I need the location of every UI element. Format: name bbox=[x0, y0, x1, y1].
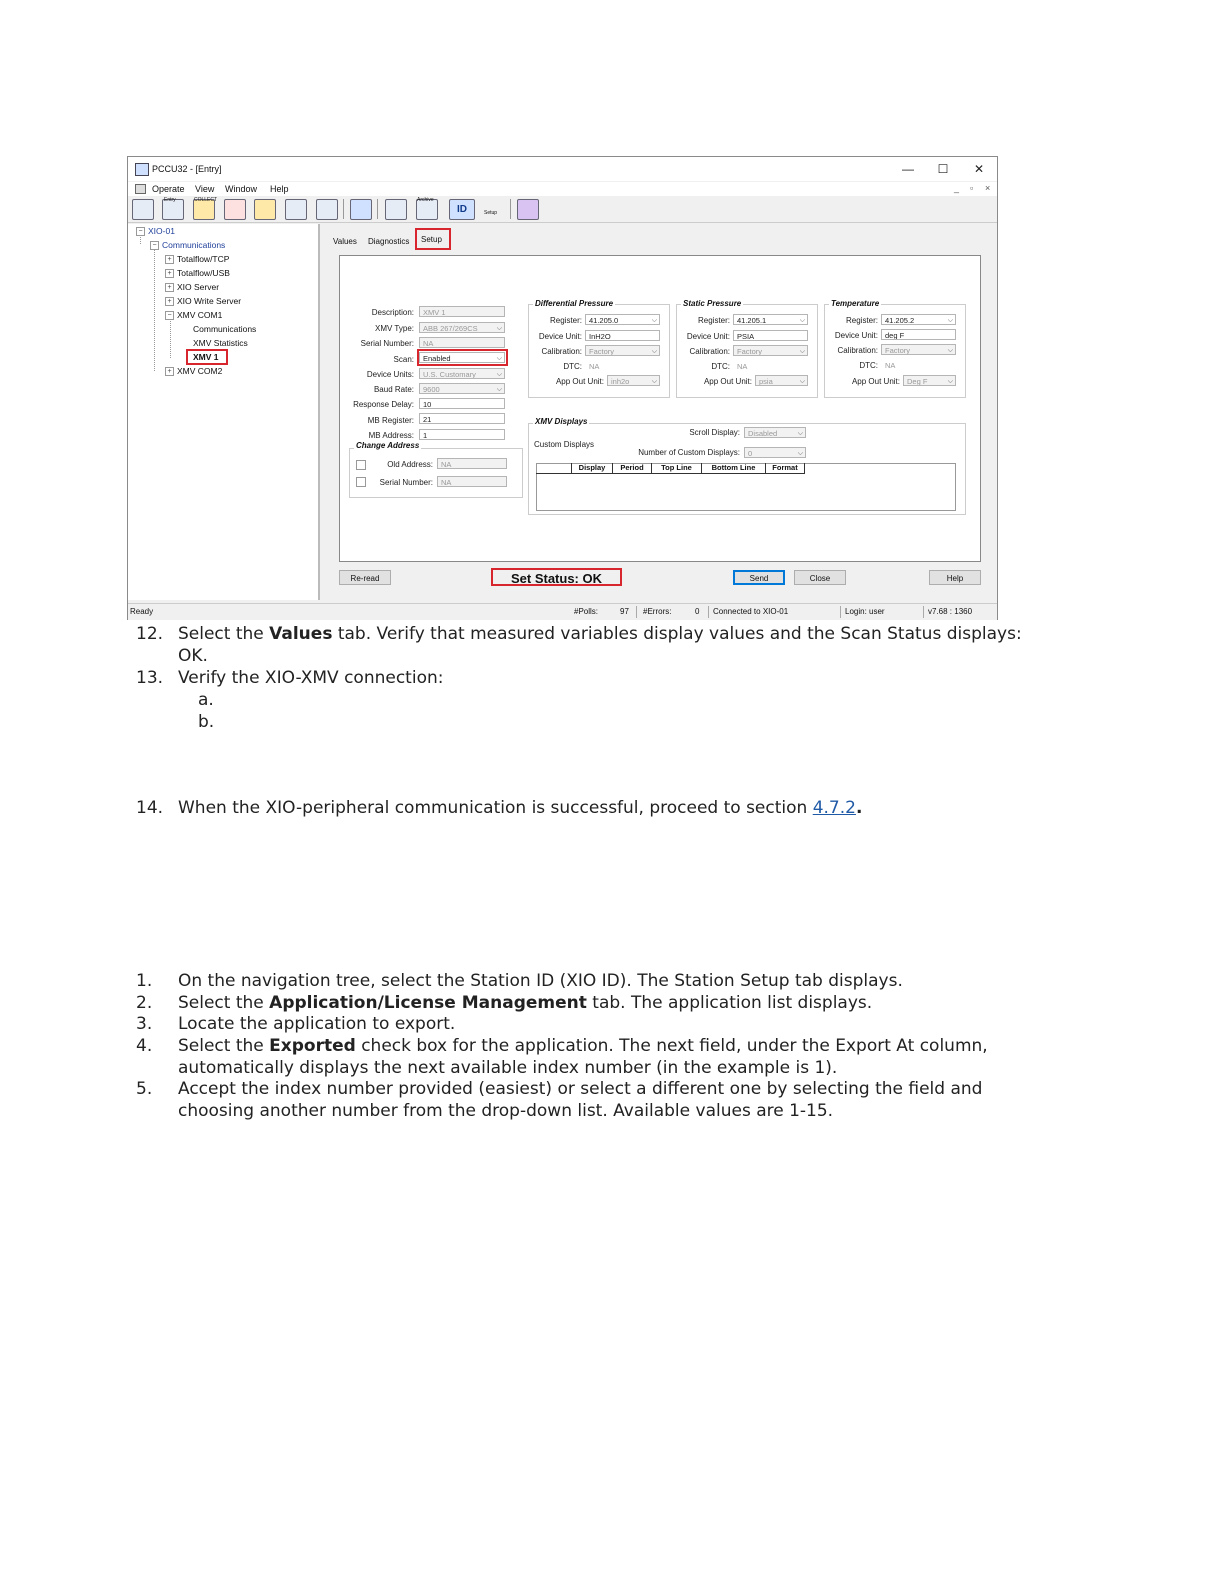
step-text: On the navigation tree, select the Station ID (XIO ID). The Station Setup tab displays. bbox=[178, 971, 903, 991]
number-custom-value: 0 bbox=[748, 449, 753, 458]
dp-calibration-label: Calibration: bbox=[541, 347, 582, 356]
serial-number-checkbox[interactable] bbox=[356, 477, 366, 487]
serial-number-field[interactable]: NA bbox=[419, 337, 505, 348]
sp-app-out-select[interactable] bbox=[755, 375, 808, 386]
mb-register-field[interactable]: 21 bbox=[419, 413, 505, 424]
window-title: PCCU32 - [Entry] bbox=[152, 164, 222, 174]
help-book-icon[interactable] bbox=[517, 199, 539, 220]
chevron-down-icon: ⌵ bbox=[947, 317, 953, 324]
pccu32-window bbox=[127, 156, 998, 620]
sp-register-select[interactable] bbox=[733, 314, 808, 325]
connection-status: Connected to XIO-01 bbox=[713, 607, 789, 616]
tree-line bbox=[170, 318, 171, 358]
serial-number-label: Serial Number: bbox=[360, 339, 414, 348]
setup-icon-label: Setup bbox=[484, 210, 498, 216]
scroll-display-select[interactable] bbox=[744, 427, 806, 438]
step-number: 2. bbox=[136, 993, 153, 1013]
sp-register-label: Register: bbox=[697, 316, 730, 325]
temp-calibration-select[interactable] bbox=[881, 344, 956, 355]
temp-app-out-select[interactable] bbox=[903, 375, 956, 386]
menu-bar bbox=[128, 182, 997, 196]
restart-icon[interactable] bbox=[254, 199, 276, 220]
grid-header-row bbox=[536, 463, 805, 474]
dp-register-value: 41.205.0 bbox=[589, 316, 619, 325]
description-field[interactable]: XMV 1 bbox=[419, 306, 505, 317]
grid-header-top-line[interactable]: Top Line bbox=[652, 463, 702, 473]
status-ready: Ready bbox=[130, 607, 154, 616]
tree-line bbox=[154, 248, 155, 371]
dp-device-unit-label: Device Unit: bbox=[538, 332, 582, 341]
chevron-down-icon: ⌵ bbox=[947, 347, 953, 354]
change-serial-field[interactable]: NA bbox=[437, 476, 507, 487]
collect-icon[interactable] bbox=[193, 197, 218, 220]
mdi-doc-icon bbox=[135, 184, 146, 194]
dp-app-out-value: inh2o bbox=[611, 377, 630, 386]
status-separator bbox=[840, 606, 841, 618]
mdi-close-button[interactable]: × bbox=[985, 183, 991, 193]
mb-register-label: MB Register: bbox=[367, 416, 414, 425]
errors-count: 0 bbox=[695, 607, 700, 616]
dp-register-select[interactable] bbox=[585, 314, 660, 325]
dp-app-out-select[interactable] bbox=[607, 375, 660, 386]
temp-register-select[interactable] bbox=[881, 314, 956, 325]
highlight-box bbox=[186, 349, 228, 365]
grid-header-period[interactable]: Period bbox=[613, 463, 652, 473]
response-delay-field[interactable]: 10 bbox=[419, 398, 505, 409]
grid-header-display[interactable]: Display bbox=[572, 463, 613, 473]
temp-device-unit-field[interactable]: deg F bbox=[881, 329, 956, 340]
section-link[interactable]: 4.7.2 bbox=[812, 798, 856, 818]
step-text: Select the Application/License Management tab. The application list displays. bbox=[178, 993, 873, 1013]
set-status-text: Set Status: OK bbox=[491, 568, 622, 586]
temp-dtc-field: NA bbox=[881, 359, 956, 370]
menu-view[interactable]: View bbox=[195, 184, 215, 194]
mb-address-field[interactable]: 1 bbox=[419, 429, 505, 440]
step-text: Accept the index number provided (easiest) or select a different one by selecting the field and bbox=[178, 1079, 983, 1099]
highlight-box bbox=[417, 349, 508, 366]
id-icon[interactable]: ID bbox=[449, 199, 475, 220]
title-bar bbox=[128, 157, 997, 181]
chevron-down-icon: ⌵ bbox=[797, 430, 803, 437]
baud-rate-value: 9600 bbox=[423, 385, 440, 394]
toolbar bbox=[128, 196, 997, 223]
status-bar bbox=[128, 603, 997, 620]
chevron-down-icon: ⌵ bbox=[799, 348, 805, 355]
mdi-minimize-button[interactable]: _ bbox=[954, 183, 960, 193]
dp-dtc-field: NA bbox=[585, 360, 660, 371]
substep-b: b. bbox=[198, 712, 215, 732]
tree-node-root[interactable]: − XIO-01 bbox=[136, 226, 175, 236]
sp-calibration-value: Factory bbox=[737, 347, 763, 356]
collect-icon-label: COLLECT bbox=[194, 197, 218, 203]
sp-calibration-label: Calibration: bbox=[689, 347, 730, 356]
menu-window[interactable]: Window bbox=[225, 184, 258, 194]
grid-header-format[interactable]: Format bbox=[766, 463, 805, 473]
temp-app-out-value: Deg F bbox=[907, 377, 928, 386]
mdi-restore-button[interactable]: ▫ bbox=[970, 183, 974, 193]
sp-dtc-label: DTC: bbox=[711, 362, 730, 371]
tree-node-totalflow-usb[interactable]: + Totalflow/USB bbox=[165, 268, 230, 278]
measurement-title-sp: Static Pressure bbox=[683, 299, 742, 308]
print-icon[interactable] bbox=[316, 199, 338, 220]
mb-address-label: MB Address: bbox=[368, 431, 414, 440]
minimize-button[interactable]: — bbox=[902, 162, 914, 176]
sp-app-out-value: psia bbox=[759, 377, 773, 386]
scan-value: Enabled bbox=[423, 354, 451, 363]
sp-register-value: 41.205.1 bbox=[737, 316, 767, 325]
chevron-down-icon: ⌵ bbox=[799, 378, 805, 385]
xmv-type-value: ABB 267/269CS bbox=[423, 324, 478, 333]
step-text: Select the Exported check box for the application. The next field, under the Export At column, bbox=[178, 1036, 988, 1056]
remote-icon[interactable] bbox=[285, 199, 307, 220]
chevron-down-icon: ⌵ bbox=[947, 378, 953, 385]
highlight-box bbox=[415, 228, 451, 250]
app-icon bbox=[135, 163, 149, 176]
temp-calibration-value: Factory bbox=[885, 346, 911, 355]
status-separator bbox=[636, 606, 637, 618]
help-button[interactable]: Help bbox=[929, 570, 981, 585]
step-5-continued: choosing another number from the drop-down list. Available values are 1-15. bbox=[178, 1101, 834, 1121]
entry-icon-label: Entry bbox=[164, 197, 176, 203]
measurement-title-dp: Differential Pressure bbox=[535, 299, 614, 308]
xmv-type-select[interactable] bbox=[419, 322, 505, 333]
change-address-group bbox=[349, 448, 523, 498]
sp-dtc-field: NA bbox=[733, 360, 808, 371]
toolbar-separator bbox=[343, 199, 344, 219]
xmv-displays-title: XMV Displays bbox=[535, 417, 588, 426]
xmv-type-label: XMV Type: bbox=[375, 324, 414, 333]
entry-icon[interactable] bbox=[162, 199, 184, 220]
temp-register-label: Register: bbox=[845, 316, 878, 325]
step-text: Select the Values tab. Verify that measured variables display values and the Scan Status displays: bbox=[178, 624, 1022, 644]
trend-icon[interactable] bbox=[385, 199, 407, 220]
chevron-down-icon: ⌵ bbox=[799, 317, 805, 324]
device-units-label: Device Units: bbox=[366, 370, 414, 379]
description-label: Description: bbox=[371, 308, 414, 317]
old-address-field[interactable]: NA bbox=[437, 458, 507, 469]
grid-header-blank bbox=[536, 463, 572, 473]
toolbar-separator bbox=[377, 199, 378, 219]
chevron-down-icon: ⌵ bbox=[496, 325, 502, 332]
dp-calibration-value: Factory bbox=[589, 347, 615, 356]
baud-rate-select[interactable] bbox=[419, 383, 505, 394]
polls-count: 97 bbox=[620, 607, 629, 616]
chevron-down-icon: ⌵ bbox=[496, 355, 502, 362]
dp-app-out-label: App Out Unit: bbox=[555, 377, 604, 386]
sp-calibration-select[interactable] bbox=[733, 345, 808, 356]
setup-panel bbox=[339, 255, 981, 562]
polls-label: #Polls: bbox=[574, 607, 599, 616]
step-text: When the XIO-peripheral communication is successful, proceed to section 4.7.2. bbox=[178, 798, 863, 818]
tab-setup[interactable]: Setup bbox=[421, 235, 442, 244]
step-number: 5. bbox=[136, 1079, 153, 1099]
tab-values[interactable]: Values bbox=[333, 237, 357, 246]
version-status: v7.68 : 1360 bbox=[928, 607, 973, 616]
toolbar-separator bbox=[510, 199, 511, 219]
step-text: Verify the XIO-XMV connection: bbox=[178, 668, 444, 688]
change-address-title: Change Address bbox=[356, 441, 420, 450]
scroll-display-value: Disabled bbox=[748, 429, 778, 438]
login-status: Login: user bbox=[845, 607, 885, 616]
chevron-down-icon: ⌵ bbox=[651, 348, 657, 355]
tree-node-totalflow-tcp[interactable]: + Totalflow/TCP bbox=[165, 254, 229, 264]
dp-register-label: Register: bbox=[549, 316, 582, 325]
monitor-icon[interactable] bbox=[350, 199, 372, 220]
errors-label: #Errors: bbox=[643, 607, 672, 616]
tree-node-xmv-statistics[interactable]: XMV Statistics bbox=[193, 338, 248, 348]
tree-node-xmv-1[interactable]: XMV 1 bbox=[193, 352, 219, 362]
substep-a: a. bbox=[198, 690, 214, 710]
baud-rate-label: Baud Rate: bbox=[373, 385, 414, 394]
sp-app-out-label: App Out Unit: bbox=[703, 377, 752, 386]
step-number: 14. bbox=[136, 798, 164, 818]
step-text: Locate the application to export. bbox=[178, 1014, 456, 1034]
archive-icon-label: Archive bbox=[417, 197, 434, 203]
step-number: 4. bbox=[136, 1036, 153, 1056]
step-number: 13. bbox=[136, 668, 164, 688]
number-custom-select[interactable] bbox=[744, 447, 806, 458]
send-button[interactable]: Send bbox=[733, 570, 785, 585]
step-number: 1. bbox=[136, 971, 153, 991]
chevron-down-icon: ⌵ bbox=[651, 317, 657, 324]
status-separator bbox=[923, 606, 924, 618]
measurement-title-temp: Temperature bbox=[831, 299, 880, 308]
response-delay-label: Response Delay: bbox=[353, 400, 414, 409]
tab-diagnostics[interactable]: Diagnostics bbox=[368, 237, 410, 246]
archive-icon[interactable] bbox=[416, 199, 438, 220]
close-window-button[interactable]: ✕ bbox=[973, 162, 985, 176]
chevron-down-icon: ⌵ bbox=[496, 371, 502, 378]
menu-operate[interactable]: Operate bbox=[152, 184, 185, 194]
number-custom-label: Number of Custom Displays: bbox=[638, 448, 740, 457]
old-address-checkbox[interactable] bbox=[356, 460, 366, 470]
status-separator bbox=[708, 606, 709, 618]
tree-node-xio-server[interactable]: + XIO Server bbox=[165, 282, 219, 292]
sp-device-unit-label: Device Unit: bbox=[686, 332, 730, 341]
grid-header-bottom-line[interactable]: Bottom Line bbox=[702, 463, 766, 473]
temp-calibration-label: Calibration: bbox=[837, 346, 878, 355]
menu-help[interactable]: Help bbox=[270, 184, 289, 194]
tree-node-xmv-com1[interactable]: − XMV COM1 bbox=[165, 310, 222, 320]
step-4-continued: automatically displays the next available index number (in the example is 1). bbox=[178, 1058, 838, 1078]
tree-node-com1-communications[interactable]: Communications bbox=[193, 324, 257, 334]
dp-dtc-label: DTC: bbox=[563, 362, 582, 371]
tree-node-communications[interactable]: − Communications bbox=[150, 240, 225, 250]
dp-device-unit-field[interactable]: InH2O bbox=[585, 330, 660, 341]
temp-register-value: 41.205.2 bbox=[885, 316, 915, 325]
close-button[interactable]: Close bbox=[794, 570, 846, 585]
scan-label: Scan: bbox=[393, 355, 414, 364]
setup-icon[interactable] bbox=[481, 199, 503, 220]
device-units-value: U.S. Customary bbox=[423, 370, 476, 379]
temp-dtc-label: DTC: bbox=[859, 361, 878, 370]
change-serial-label: Serial Number: bbox=[379, 478, 433, 487]
chevron-down-icon: ⌵ bbox=[651, 378, 657, 385]
old-address-label: Old Address: bbox=[387, 460, 433, 469]
tree-node-xio-write-server[interactable]: + XIO Write Server bbox=[165, 296, 241, 306]
sp-device-unit-field[interactable]: PSIA bbox=[733, 330, 808, 341]
device-units-select[interactable] bbox=[419, 368, 505, 379]
temp-device-unit-label: Device Unit: bbox=[834, 331, 878, 340]
dp-calibration-select[interactable] bbox=[585, 345, 660, 356]
maximize-button[interactable]: ☐ bbox=[937, 162, 949, 176]
step-number: 12. bbox=[136, 624, 164, 644]
custom-displays-label: Custom Displays bbox=[534, 440, 595, 449]
step-number: 3. bbox=[136, 1014, 153, 1034]
reread-button[interactable]: Re-read bbox=[339, 570, 391, 585]
entry-tree-icon[interactable] bbox=[132, 199, 154, 220]
step-12-continued: OK. bbox=[178, 646, 208, 666]
calibrate-icon[interactable] bbox=[224, 199, 246, 220]
tree-node-xmv-com2[interactable]: + XMV COM2 bbox=[165, 366, 222, 376]
scroll-display-label: Scroll Display: bbox=[689, 428, 740, 437]
chevron-down-icon: ⌵ bbox=[496, 386, 502, 393]
navigation-tree bbox=[128, 224, 320, 600]
chevron-down-icon: ⌵ bbox=[797, 450, 803, 457]
temp-app-out-label: App Out Unit: bbox=[851, 377, 900, 386]
